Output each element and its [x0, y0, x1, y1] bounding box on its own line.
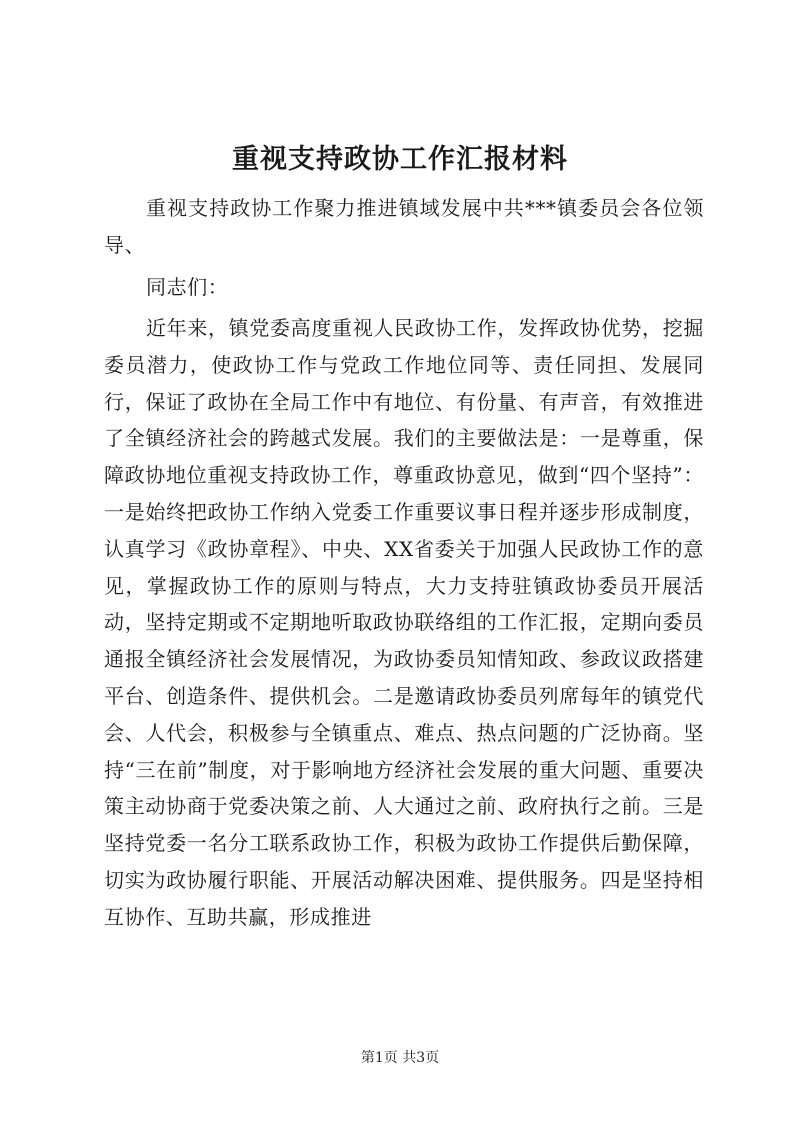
document-title: 重视支持政协工作汇报材料	[232, 144, 568, 175]
paragraph-salutation: 同志们：	[146, 275, 229, 299]
page-footer: 第1页 共3页	[360, 1050, 440, 1066]
paragraph-opening: 重视支持政协工作聚力推进镇域发展中共***镇委员会各位领导、	[104, 196, 704, 257]
paragraph-main: 近年来，镇党委高度重视人民政协工作，发挥政协优势，挖掘委员潜力，使政协工作与党政工作地位同等、责任同担、发展同行，保证了政协在全局工作中有地位、有份量、有声音，有效推进了全镇经济社会的跨越式发展。我们的主要做法是：一是尊重，保障政协地位重视支持政协工作，尊重政协意见，做到“四个坚持”：一是始终把政协工作纳入党委工作重要议事日程并逐步形成制度，认真学习《政协章程》、中央、XX省委关于加强人民政协工作的意见，掌握政协工作的原则与特点，大力支持驻镇政协委员开展活动，坚持定期或不定期地听取政协联络组的工作汇报，定期向委员通报全镇经济社会发展情况，为政协委员知情知政、参政议政搭建平台、创造条件、提供机会。二是邀请政协委员列席每年的镇党代会、人代会，积极参与全镇重点、难点、热点问题的广泛协商。坚持“三在前”制度，对于影响地方经济社会发展的重大问题、重要决策主动协商于党委决策之前、人大通过之前、政府执行之前。三是坚持党委一名分工联系政协工作，积极为政协工作提供后勤保障，切实为政协履行职能、开展活动解决困难、提供服务。四是坚持相互协作、互助共赢，形成推进	[104, 316, 704, 929]
